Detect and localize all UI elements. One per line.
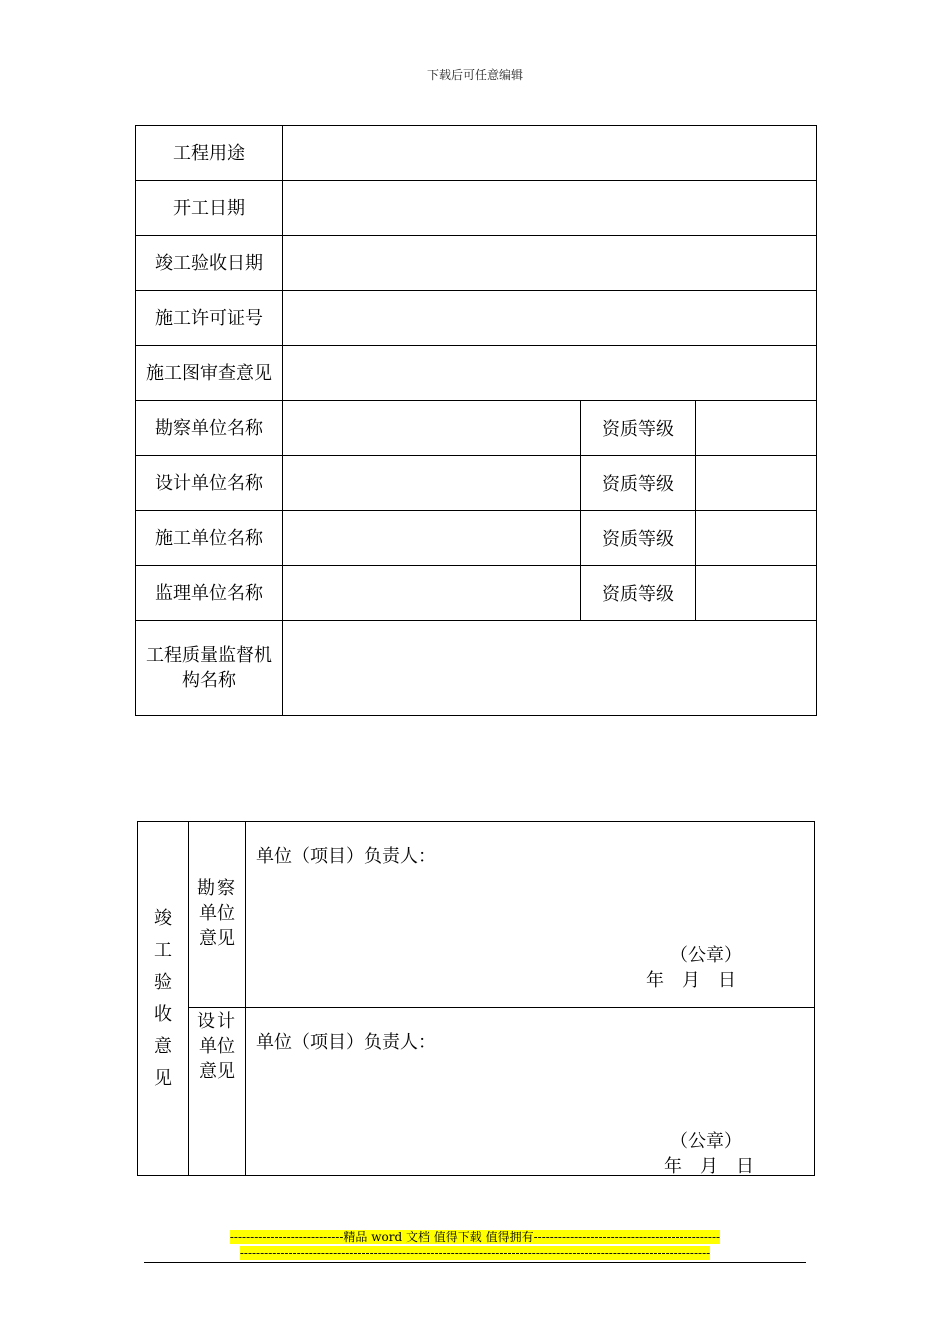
label-acceptance-date: 竣工验收日期 <box>136 236 283 291</box>
label-survey-unit: 勘察单位名称 <box>136 401 283 456</box>
value-design-unit[interactable] <box>283 456 581 511</box>
value-purpose[interactable] <box>283 126 817 181</box>
survey-unit-opinion[interactable] <box>246 822 815 1008</box>
label-supervision-qualification: 资质等级 <box>581 566 696 621</box>
header-note: 下载后可任意编辑 <box>426 68 523 82</box>
survey-unit-opinion-label <box>189 822 246 1008</box>
title-char: 见 <box>154 1067 172 1089</box>
value-permit-no[interactable] <box>283 291 817 346</box>
value-supervision-qualification[interactable] <box>696 566 817 621</box>
label-purpose: 工程用途 <box>136 126 283 181</box>
title-char: 收 <box>154 1003 172 1025</box>
label-drawing-review: 施工图审查意见 <box>136 346 283 401</box>
acceptance-opinion-table <box>137 821 815 1176</box>
value-construction-unit[interactable] <box>283 511 581 566</box>
design-date: 年 月 日 <box>664 1156 754 1177</box>
label-construction-qualification: 资质等级 <box>581 511 696 566</box>
label-line: 勘察 <box>197 878 237 899</box>
design-responsible-label: 单位（项目）负责人： <box>256 1032 436 1053</box>
value-acceptance-date[interactable] <box>283 236 817 291</box>
label-supervision-unit: 监理单位名称 <box>136 566 283 621</box>
survey-date: 年 月 日 <box>646 970 736 991</box>
survey-seal: （公章） <box>670 945 742 966</box>
label-construction-unit: 施工单位名称 <box>136 511 283 566</box>
survey-responsible-label: 单位（项目）负责人： <box>256 846 436 867</box>
value-quality-agency[interactable] <box>283 621 817 716</box>
design-seal: （公章） <box>670 1131 742 1152</box>
title-char: 验 <box>154 971 172 993</box>
label-quality-agency: 工程质量监督机构名称 <box>136 621 283 716</box>
label-line: 意见 <box>199 1061 235 1082</box>
footer-text-1: ----------------------------精品 word 文档 值得下载 值得拥有---------------------------------------------- <box>229 1230 721 1244</box>
value-design-qualification[interactable] <box>696 456 817 511</box>
footer-divider <box>144 1262 806 1263</box>
value-drawing-review[interactable] <box>283 346 817 401</box>
title-char: 工 <box>154 939 172 961</box>
acceptance-opinion-title <box>138 822 189 1176</box>
value-survey-unit[interactable] <box>283 401 581 456</box>
label-permit-no: 施工许可证号 <box>136 291 283 346</box>
footer-banner-line1 <box>0 1230 950 1245</box>
design-unit-opinion-label <box>189 1008 246 1176</box>
label-design-qualification: 资质等级 <box>581 456 696 511</box>
label-design-unit: 设计单位名称 <box>136 456 283 511</box>
label-start-date: 开工日期 <box>136 181 283 236</box>
value-construction-qualification[interactable] <box>696 511 817 566</box>
label-survey-qualification: 资质等级 <box>581 401 696 456</box>
design-unit-opinion[interactable] <box>246 1008 815 1176</box>
value-survey-qualification[interactable] <box>696 401 817 456</box>
footer-banner-line2 <box>0 1246 950 1261</box>
label-line: 单位 <box>199 903 235 924</box>
value-supervision-unit[interactable] <box>283 566 581 621</box>
project-info-table <box>135 125 817 716</box>
title-char: 竣 <box>154 907 172 929</box>
title-char: 意 <box>154 1035 172 1057</box>
value-start-date[interactable] <box>283 181 817 236</box>
label-line: 意见 <box>199 928 235 949</box>
footer-text-2: -------------------------------------------------------------------------------------------------------------------- <box>239 1246 711 1260</box>
label-line: 设计 <box>197 1011 237 1032</box>
label-line: 单位 <box>199 1036 235 1057</box>
